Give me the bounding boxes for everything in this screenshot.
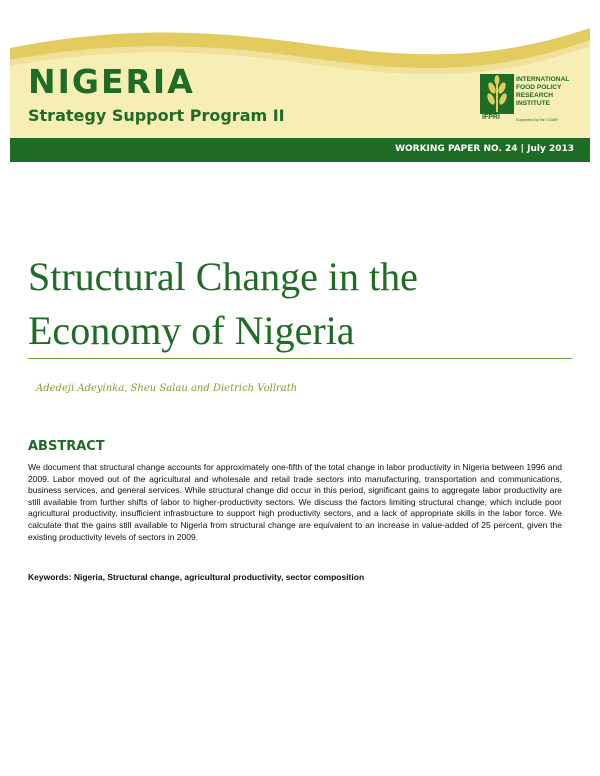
program-subtitle: Strategy Support Program II — [28, 106, 285, 125]
title-line: Structural Change in the — [28, 254, 418, 299]
ifpri-logo — [480, 74, 590, 130]
report-header — [10, 0, 590, 138]
abstract-heading: ABSTRACT — [28, 439, 105, 454]
wheat-icon — [480, 74, 514, 114]
abstract-text: We document that structural change accounts for approximately one-fifth of the total change in labor productivity in Nigeria between 1996 and 2009. Labor moved out of the agricultural and wholesale and retail trade sectors into manufacturing, transportation and communications, business services, and general services. While structural change did occur in this period, significant gains to aggregate labor productivity are still available from further shifts of labor to higher-productivity sectors. We discuss the factors limiting structural change, which include poor agricultural productivity, insufficient infrastructure to support high productivity sectors, and a lack of appropriate skills in the labor force. We calculate that the gains still available to Nigeria from structural change are equivalent to an increase in value-added of 25 percent, given the existing productivity levels of sectors in 2009. — [28, 462, 562, 542]
logo-line: INSTITUTE — [516, 100, 551, 107]
keywords: Keywords: Nigeria, Structural change, agricultural productivity, sector composition — [28, 572, 365, 582]
title-line: Economy of Nigeria — [28, 308, 355, 353]
country-title: NIGERIA — [28, 62, 195, 101]
logo-line: INTERNATIONAL — [516, 76, 570, 83]
working-paper-label: WORKING PAPER NO. 24 | July 2013 — [395, 144, 574, 154]
working-paper-band — [10, 138, 590, 162]
logo-abbreviation: IFPRI — [482, 114, 500, 121]
title-divider — [28, 358, 572, 359]
logo-line: FOOD POLICY — [516, 84, 562, 91]
logo-institute-name — [516, 76, 569, 108]
paper-title — [28, 250, 588, 358]
logo-support-text: Supported by the CGIAR — [516, 118, 558, 122]
logo-line: RESEARCH — [516, 92, 554, 99]
authors: Adedeji Adeyinka, Sheu Salau and Dietrich Vollrath — [36, 383, 298, 394]
